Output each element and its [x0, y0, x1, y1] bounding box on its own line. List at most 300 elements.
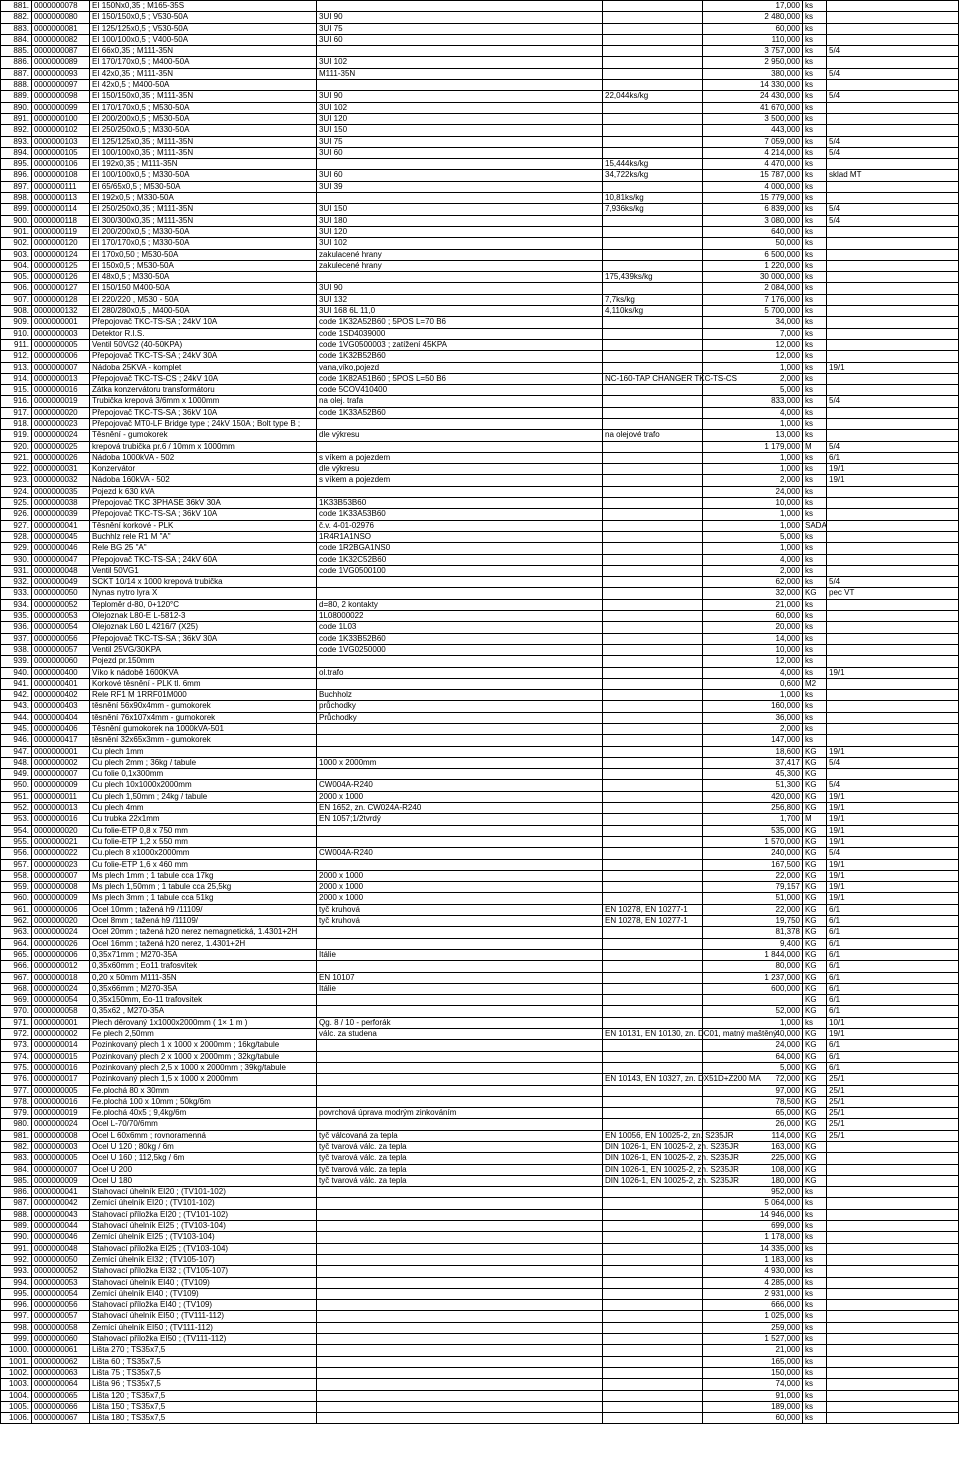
cell-code: 0000000046 [32, 1232, 90, 1243]
cell-spec [317, 1266, 603, 1277]
cell-name: 0,35x71mm ; M270-35A [90, 949, 317, 960]
cell-qty: 1 237,000 [703, 972, 803, 983]
cell-extra [603, 147, 703, 158]
cell-code: 0000000050 [32, 588, 90, 599]
cell-code: 0000000007 [32, 769, 90, 780]
cell-extra [603, 780, 703, 791]
cell-spec: code 1R2BGA1NS0 [317, 543, 603, 554]
cell-code: 0000000023 [32, 859, 90, 870]
cell-spec: 3UI 60 [317, 170, 603, 181]
cell-note [827, 599, 959, 610]
cell-code: 0000000016 [32, 1062, 90, 1073]
cell-spec: code 5COV410400 [317, 385, 603, 396]
cell-qty: 7,000 [703, 328, 803, 339]
cell-no: 904. [1, 260, 32, 271]
cell-unit: ks [803, 294, 827, 305]
cell-name: Rele BG 25 "A" [90, 543, 317, 554]
cell-spec: 1L08000022 [317, 611, 603, 622]
cell-qty: 1,000 [703, 1017, 803, 1028]
cell-no: 956. [1, 848, 32, 859]
cell-name: Ocel 10mm ; tažená h9 /11109/ [90, 904, 317, 915]
table-row [1, 204, 959, 215]
cell-qty: 1,000 [703, 464, 803, 475]
cell-extra [603, 486, 703, 497]
cell-spec [317, 656, 603, 667]
cell-spec: code 1K33A52B60 [317, 407, 603, 418]
table-row [1, 1232, 959, 1243]
cell-name: Ms plech 3mm ; 1 tabule cca 51kg [90, 893, 317, 904]
table-row [1, 1413, 959, 1424]
cell-qty: 4,000 [703, 667, 803, 678]
cell-name: Pojezd pr.150mm [90, 656, 317, 667]
cell-name: EI 150/150 M400-50A [90, 283, 317, 294]
cell-code: 0000000054 [32, 622, 90, 633]
cell-no: 939. [1, 656, 32, 667]
cell-name: Pozinkovaný plech 2 x 1000 x 2000mm ; 32kg/tabule [90, 1051, 317, 1062]
cell-note [827, 57, 959, 68]
cell-no: 891. [1, 113, 32, 124]
cell-name: EI 150/150x0,5 ; V530-50A [90, 12, 317, 23]
cell-note [827, 486, 959, 497]
cell-note: 19/1 [827, 859, 959, 870]
cell-name: Ocel U 180 [90, 1175, 317, 1186]
cell-name: Přepojovač TKC 3PHASE 36kV 30A [90, 498, 317, 509]
cell-unit: ks [803, 1288, 827, 1299]
cell-extra: 175,439ks/kg [603, 272, 703, 283]
cell-spec [317, 724, 603, 735]
cell-no: 988. [1, 1209, 32, 1220]
cell-code: 0000000021 [32, 836, 90, 847]
cell-name: EI 200/200x0,5 ; M530-50A [90, 113, 317, 124]
cell-note [827, 1243, 959, 1254]
cell-no: 974. [1, 1051, 32, 1062]
cell-code: 0000000402 [32, 690, 90, 701]
cell-qty: 110,000 [703, 34, 803, 45]
table-row [1, 1300, 959, 1311]
cell-note [827, 1254, 959, 1265]
cell-qty: 37,417 [703, 757, 803, 768]
cell-no: 898. [1, 193, 32, 204]
cell-unit: ks [803, 1221, 827, 1232]
cell-name: Fe.plochá 40x5 ; 9,4kg/6m [90, 1108, 317, 1119]
cell-extra [603, 1345, 703, 1356]
cell-no: 977. [1, 1085, 32, 1096]
cell-code: 0000000003 [32, 328, 90, 339]
cell-no: 949. [1, 769, 32, 780]
cell-name: Ventil 50VG1 [90, 565, 317, 576]
table-row [1, 724, 959, 735]
cell-extra [603, 1266, 703, 1277]
cell-qty: 97,000 [703, 1085, 803, 1096]
cell-qty: 160,000 [703, 701, 803, 712]
cell-extra [603, 1051, 703, 1062]
cell-note [827, 125, 959, 136]
cell-extra [603, 1085, 703, 1096]
cell-note [827, 12, 959, 23]
cell-name: Buchhlz rele R1 M "A" [90, 531, 317, 542]
cell-unit: ks [803, 373, 827, 384]
cell-extra [603, 407, 703, 418]
cell-qty: 50,000 [703, 238, 803, 249]
cell-spec: tyč tvarová válc. za tepla [317, 1164, 603, 1175]
cell-spec [317, 272, 603, 283]
cell-no: 953. [1, 814, 32, 825]
cell-note: 19/1 [827, 825, 959, 836]
cell-note: 5/4 [827, 780, 959, 791]
cell-unit: ks [803, 1198, 827, 1209]
cell-unit: KG [803, 882, 827, 893]
cell-qty: 60,000 [703, 611, 803, 622]
cell-note [827, 1401, 959, 1412]
cell-unit: KG [803, 938, 827, 949]
cell-spec: vana,víko,pojezd [317, 362, 603, 373]
cell-qty: 5 064,000 [703, 1198, 803, 1209]
cell-no: 896. [1, 170, 32, 181]
cell-note: 6/1 [827, 452, 959, 463]
cell-name: Stahovací příložka EI25 ; (TV103-104) [90, 1243, 317, 1254]
table-row [1, 916, 959, 927]
cell-no: 1000. [1, 1345, 32, 1356]
cell-spec: 3UI 102 [317, 238, 603, 249]
table-row [1, 1243, 959, 1254]
cell-code: 0000000019 [32, 1108, 90, 1119]
cell-no: 931. [1, 565, 32, 576]
cell-spec: code 1K32B52B60 [317, 351, 603, 362]
cell-extra [603, 1040, 703, 1051]
cell-code: 0000000052 [32, 1266, 90, 1277]
cell-code: 0000000066 [32, 1401, 90, 1412]
cell-no: 973. [1, 1040, 32, 1051]
cell-spec [317, 1288, 603, 1299]
cell-code: 0000000025 [32, 441, 90, 452]
cell-name: Ventil 25VG/30KPA [90, 644, 317, 655]
cell-code: 0000000054 [32, 995, 90, 1006]
cell-code: 0000000078 [32, 1, 90, 12]
cell-no: 882. [1, 12, 32, 23]
cell-code: 0000000020 [32, 407, 90, 418]
cell-unit: ks [803, 68, 827, 79]
cell-name: Pozinkovaný plech 1,5 x 1000 x 2000mm [90, 1074, 317, 1085]
cell-extra [603, 1390, 703, 1401]
cell-qty: 14 330,000 [703, 80, 803, 91]
cell-name: Zemící úhelník EI40 ; (TV109) [90, 1288, 317, 1299]
cell-qty: 80,000 [703, 961, 803, 972]
cell-unit: KG [803, 1029, 827, 1040]
cell-name: EI 42x0,35 ; M111-35N [90, 68, 317, 79]
cell-name: Zátka konzervátoru transformátoru [90, 385, 317, 396]
cell-note: 6/1 [827, 949, 959, 960]
cell-spec: 3UI 132 [317, 294, 603, 305]
table-row [1, 814, 959, 825]
cell-code: 0000000057 [32, 1311, 90, 1322]
cell-unit: ks [803, 577, 827, 588]
cell-code: 0000000015 [32, 1051, 90, 1062]
cell-no: 952. [1, 803, 32, 814]
cell-code: 0000000067 [32, 1413, 90, 1424]
cell-no: 966. [1, 961, 32, 972]
cell-name: Ocel L-70/70/6mm [90, 1119, 317, 1130]
table-row [1, 1040, 959, 1051]
cell-unit: ks [803, 509, 827, 520]
cell-no: 899. [1, 204, 32, 215]
table-row [1, 170, 959, 181]
cell-qty: 240,000 [703, 848, 803, 859]
cell-name: Cu plech 1,50mm ; 24kg / tabule [90, 791, 317, 802]
cell-extra [603, 1243, 703, 1254]
cell-code: 0000000103 [32, 136, 90, 147]
cell-no: 989. [1, 1221, 32, 1232]
cell-name: 0,35x150mm, Eo-11 trafovsitek [90, 995, 317, 1006]
cell-code: 0000000058 [32, 1322, 90, 1333]
cell-qty: 40,000 [703, 1029, 803, 1040]
table-row [1, 690, 959, 701]
cell-no: 938. [1, 644, 32, 655]
cell-extra [603, 464, 703, 475]
table-row [1, 1074, 959, 1085]
cell-extra [603, 656, 703, 667]
cell-name: Přepojovač TKC-TS-SA ; 36kV 10A [90, 509, 317, 520]
cell-no: 991. [1, 1243, 32, 1254]
cell-extra [603, 1254, 703, 1265]
cell-code: 0000000053 [32, 611, 90, 622]
table-row [1, 1390, 959, 1401]
cell-no: 885. [1, 46, 32, 57]
cell-qty: 5,000 [703, 385, 803, 396]
cell-unit: ks [803, 1356, 827, 1367]
cell-name: Korkové těsnění - PLK tl. 6mm [90, 678, 317, 689]
cell-spec: M111-35N [317, 68, 603, 79]
cell-spec [317, 961, 603, 972]
table-row [1, 1198, 959, 1209]
cell-extra [603, 565, 703, 576]
cell-note: 19/1 [827, 464, 959, 475]
cell-name: EI 192x0,5 ; M330-50A [90, 193, 317, 204]
table-row [1, 1085, 959, 1096]
cell-unit: ks [803, 238, 827, 249]
cell-no: 987. [1, 1198, 32, 1209]
table-row [1, 1130, 959, 1141]
cell-name: Konzervátor [90, 464, 317, 475]
cell-unit: KG [803, 836, 827, 847]
cell-extra [603, 1232, 703, 1243]
cell-spec [317, 159, 603, 170]
cell-note [827, 633, 959, 644]
table-row [1, 1311, 959, 1322]
cell-unit: ks [803, 475, 827, 486]
cell-code: 0000000001 [32, 1017, 90, 1028]
cell-qty: 24 430,000 [703, 91, 803, 102]
cell-note: 6/1 [827, 1006, 959, 1017]
cell-no: 986. [1, 1187, 32, 1198]
cell-extra [603, 893, 703, 904]
cell-unit: ks [803, 181, 827, 192]
cell-no: 955. [1, 836, 32, 847]
cell-unit: KG [803, 870, 827, 881]
cell-spec [317, 193, 603, 204]
cell-no: 887. [1, 68, 32, 79]
cell-no: 946. [1, 735, 32, 746]
cell-code: 0000000403 [32, 701, 90, 712]
cell-no: 903. [1, 249, 32, 260]
cell-name: Ms plech 1,50mm ; 1 tabule cca 25,5kg [90, 882, 317, 893]
cell-extra [603, 339, 703, 350]
cell-note: 5/4 [827, 46, 959, 57]
table-row [1, 712, 959, 723]
cell-qty: 52,000 [703, 1006, 803, 1017]
cell-extra [603, 712, 703, 723]
cell-qty: 17,000 [703, 1, 803, 12]
cell-no: 985. [1, 1175, 32, 1186]
cell-extra: 22,044ks/kg [603, 91, 703, 102]
cell-code: 0000000061 [32, 1345, 90, 1356]
cell-code: 0000000006 [32, 904, 90, 915]
cell-unit: ks [803, 633, 827, 644]
cell-spec: 2000 x 1000 [317, 882, 603, 893]
cell-code: 0000000032 [32, 475, 90, 486]
cell-code: 0000000001 [32, 746, 90, 757]
table-row [1, 1367, 959, 1378]
table-row [1, 1209, 959, 1220]
cell-unit: KG [803, 1108, 827, 1119]
cell-qty: 7 176,000 [703, 294, 803, 305]
cell-no: 967. [1, 972, 32, 983]
cell-note: 6/1 [827, 904, 959, 915]
cell-extra [603, 611, 703, 622]
cell-spec [317, 678, 603, 689]
cell-extra [603, 1379, 703, 1390]
cell-code: 0000000060 [32, 1334, 90, 1345]
cell-unit: ks [803, 531, 827, 542]
cell-no: 926. [1, 509, 32, 520]
cell-no: 916. [1, 396, 32, 407]
cell-no: 907. [1, 294, 32, 305]
cell-note [827, 1175, 959, 1186]
table-row [1, 870, 959, 881]
cell-qty: 5,000 [703, 531, 803, 542]
cell-extra [603, 961, 703, 972]
cell-no: 950. [1, 780, 32, 791]
cell-note: sklad MT [827, 170, 959, 181]
cell-qty: 36,000 [703, 712, 803, 723]
cell-unit: ks [803, 667, 827, 678]
cell-no: 1001. [1, 1356, 32, 1367]
cell-spec [317, 836, 603, 847]
cell-name: Přepojovač TKC-TS-SA ; 24kV 60A [90, 554, 317, 565]
table-row [1, 306, 959, 317]
cell-code: 0000000125 [32, 260, 90, 271]
cell-code: 0000000039 [32, 509, 90, 520]
cell-extra [603, 238, 703, 249]
cell-note [827, 1300, 959, 1311]
cell-qty: 30 000,000 [703, 272, 803, 283]
cell-code: 0000000047 [32, 554, 90, 565]
cell-spec: code 1L03 [317, 622, 603, 633]
cell-qty: 1 220,000 [703, 260, 803, 271]
cell-extra [603, 1006, 703, 1017]
cell-no: 969. [1, 995, 32, 1006]
table-row [1, 396, 959, 407]
cell-qty: 21,000 [703, 1345, 803, 1356]
table-row [1, 543, 959, 554]
cell-name: Lišta 180 ; TS35x7,5 [90, 1413, 317, 1424]
cell-no: 890. [1, 102, 32, 113]
cell-note: 19/1 [827, 814, 959, 825]
cell-note: 5/4 [827, 848, 959, 859]
cell-note [827, 102, 959, 113]
cell-name: Nádoba 1000kVA - 502 [90, 452, 317, 463]
table-row [1, 1277, 959, 1288]
cell-qty: 18,600 [703, 746, 803, 757]
cell-no: 893. [1, 136, 32, 147]
cell-unit: ks [803, 283, 827, 294]
cell-extra: DIN 1026-1, EN 10025-2, zn. S235JR [603, 1153, 703, 1164]
cell-code: 0000000002 [32, 1029, 90, 1040]
cell-extra [603, 80, 703, 91]
cell-code: 0000000052 [32, 599, 90, 610]
cell-spec [317, 769, 603, 780]
cell-spec: 3UI 90 [317, 12, 603, 23]
cell-code: 0000000119 [32, 226, 90, 237]
cell-code: 0000000080 [32, 12, 90, 23]
cell-note: 25/1 [827, 1096, 959, 1107]
cell-name: Přepojovač TKC-TS-SA ; 36kV 30A [90, 633, 317, 644]
cell-note [827, 1209, 959, 1220]
cell-note [827, 1379, 959, 1390]
cell-code: 0000000024 [32, 983, 90, 994]
cell-note [827, 283, 959, 294]
cell-spec: tyč tvarová válc. za tepla [317, 1141, 603, 1152]
cell-name: EI 150x0,5 ; M530-50A [90, 260, 317, 271]
cell-no: 900. [1, 215, 32, 226]
table-row [1, 1017, 959, 1028]
cell-name: EI 280/280x0,5 , M400-50A [90, 306, 317, 317]
table-row [1, 893, 959, 904]
cell-qty: 64,000 [703, 1051, 803, 1062]
cell-note: 5/4 [827, 441, 959, 452]
cell-note: 25/1 [827, 1119, 959, 1130]
cell-extra [603, 701, 703, 712]
cell-name: Stahovací úhelník EI20 ; (TV101-102) [90, 1187, 317, 1198]
cell-unit: ks [803, 622, 827, 633]
cell-qty: 3 500,000 [703, 113, 803, 124]
cell-no: 884. [1, 34, 32, 45]
cell-unit: ks [803, 1345, 827, 1356]
cell-name: EI 42x0,5 ; M400-50A [90, 80, 317, 91]
cell-name: EI 125/125x0,35 ; M111-35N [90, 136, 317, 147]
cell-note [827, 23, 959, 34]
cell-extra [603, 825, 703, 836]
cell-spec [317, 1051, 603, 1062]
cell-qty: 15 779,000 [703, 193, 803, 204]
cell-code: 0000000087 [32, 46, 90, 57]
cell-unit: SADA [803, 520, 827, 531]
cell-qty: 2 480,000 [703, 12, 803, 23]
table-row [1, 23, 959, 34]
cell-extra [603, 1108, 703, 1119]
table-row [1, 272, 959, 283]
cell-unit: ks [803, 712, 827, 723]
cell-extra [603, 509, 703, 520]
cell-extra [603, 972, 703, 983]
cell-code: 0000000013 [32, 803, 90, 814]
cell-unit: M [803, 441, 827, 452]
cell-qty: 259,000 [703, 1322, 803, 1333]
cell-note [827, 735, 959, 746]
cell-name: EI 150Nx0,35 ; M165-35S [90, 1, 317, 12]
cell-qty: 1,700 [703, 814, 803, 825]
cell-no: 981. [1, 1130, 32, 1141]
cell-code: 0000000019 [32, 396, 90, 407]
